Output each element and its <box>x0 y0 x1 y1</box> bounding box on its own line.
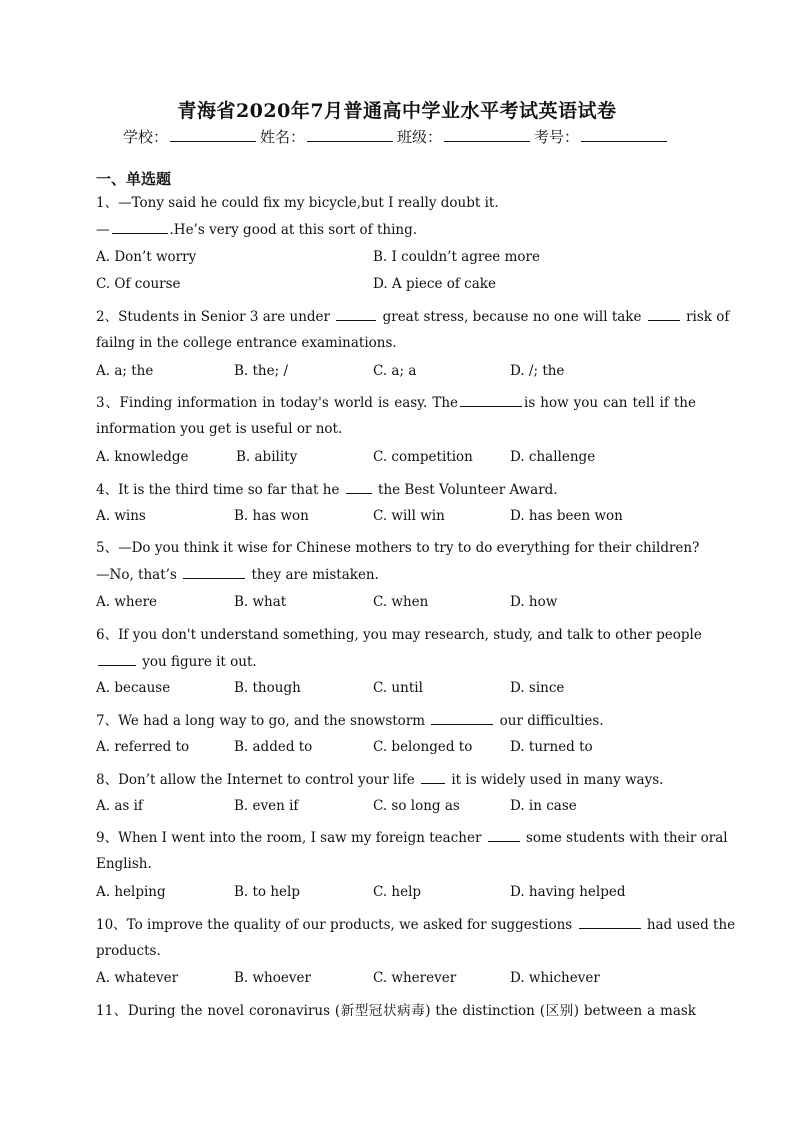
option-c[interactable]: C. until <box>373 680 423 696</box>
q5-part2: they are mistaken. <box>251 567 379 583</box>
answer-blank <box>579 916 641 929</box>
question-9-stem <box>96 826 728 846</box>
q6-part2: you figure it out. <box>142 654 257 670</box>
answer-blank <box>460 394 522 407</box>
option-c[interactable]: C. when <box>373 594 429 610</box>
answer-blank <box>431 712 493 725</box>
class-blank[interactable] <box>444 127 530 142</box>
option-a[interactable]: A. wins <box>96 508 146 524</box>
option-b[interactable]: B. whoever <box>234 970 311 986</box>
page-title: 青海省2020年7月普通高中学业水平考试英语试卷 <box>177 100 617 122</box>
option-c[interactable]: C. Of course <box>96 276 181 292</box>
number-label: 考号： <box>534 128 580 146</box>
q9-part1: 9、When I went into the room, I saw my foreign teacher <box>96 830 482 846</box>
answer-blank <box>346 481 372 494</box>
option-d[interactable]: D. turned to <box>510 739 593 755</box>
question-3-stem-cont: information you get is useful or not. <box>96 421 343 437</box>
option-b[interactable]: B. though <box>234 680 301 696</box>
option-a[interactable]: A. because <box>96 680 171 696</box>
q10-part2: had used the <box>646 917 736 933</box>
school-blank[interactable] <box>170 127 256 142</box>
dash: — <box>96 222 110 238</box>
option-a[interactable]: A. knowledge <box>96 449 189 465</box>
answer-blank <box>488 829 520 842</box>
option-a[interactable]: A. Don’t worry <box>96 249 197 265</box>
number-blank[interactable] <box>581 127 667 142</box>
question-11-stem: 11、During the novel coronavirus (新型冠状病毒) the distinction (区别) between a mask <box>96 1003 696 1019</box>
q2-part3: risk of <box>686 309 730 325</box>
q7-part2: our difficulties. <box>499 713 604 729</box>
question-1-stem: 1、—Tony said he could fix my bicycle,but I really doubt it. <box>96 195 499 211</box>
question-9-stem-cont: English. <box>96 856 152 872</box>
option-d[interactable]: D. /; the <box>510 363 565 379</box>
option-d[interactable]: D. challenge <box>510 449 596 465</box>
q2-part1: 2、Students in Senior 3 are under <box>96 309 330 325</box>
option-b[interactable]: B. I couldn’t agree more <box>373 249 540 265</box>
question-7-stem <box>96 709 696 729</box>
answer-blank <box>98 653 136 666</box>
option-a[interactable]: A. as if <box>96 798 143 814</box>
q4-part1: 4、It is the third time so far that he <box>96 482 340 498</box>
question-5-stem: 5、—Do you think it wise for Chinese mothers to try to do everything for their children? <box>96 540 700 556</box>
option-c[interactable]: C. belonged to <box>373 739 473 755</box>
q2-part2: great stress, because no one will take <box>382 309 642 325</box>
option-d[interactable]: D. how <box>510 594 558 610</box>
option-d[interactable]: D. whichever <box>510 970 600 986</box>
question-5-reply <box>96 566 696 583</box>
q8-part2: it is widely used in many ways. <box>451 772 664 788</box>
option-d[interactable]: D. in case <box>510 798 577 814</box>
question-6-stem: 6、If you don't understand something, you may research, study, and talk to other people <box>96 627 702 643</box>
question-1-reply-text: .He’s very good at this sort of thing. <box>169 222 418 238</box>
name-blank[interactable] <box>307 127 393 142</box>
q5-part1: —No, that’s <box>96 567 177 583</box>
option-b[interactable]: B. to help <box>234 884 300 900</box>
student-info-row <box>0 126 794 147</box>
option-c[interactable]: C. wherever <box>373 970 457 986</box>
question-10-stem-cont: products. <box>96 943 161 959</box>
question-3-stem <box>96 391 696 411</box>
option-d[interactable]: D. having helped <box>510 884 626 900</box>
question-2-stem <box>96 305 730 325</box>
question-2-stem-cont: failng in the college entrance examinations. <box>96 335 397 351</box>
question-1-reply <box>96 221 696 238</box>
option-a[interactable]: A. helping <box>96 884 166 900</box>
answer-blank <box>183 566 245 579</box>
option-b[interactable]: B. what <box>234 594 287 610</box>
answer-blank <box>336 308 376 321</box>
option-d[interactable]: D. since <box>510 680 565 696</box>
option-c[interactable]: C. a; a <box>373 363 417 379</box>
answer-blank <box>112 221 168 234</box>
option-d[interactable]: D. A piece of cake <box>373 276 496 292</box>
option-a[interactable]: A. where <box>96 594 158 610</box>
answer-blank <box>421 771 445 784</box>
school-label: 学校： <box>122 128 168 146</box>
question-6-stem-cont <box>96 653 696 670</box>
q3-part2: is how you can tell if the <box>524 395 696 411</box>
q3-part1: 3、Finding information in today's world is easy. The <box>96 395 459 411</box>
option-c[interactable]: C. so long as <box>373 798 460 814</box>
option-b[interactable]: B. the; / <box>234 363 288 379</box>
question-10-stem <box>96 913 736 933</box>
name-label: 姓名： <box>259 128 305 146</box>
q4-part2: the Best Volunteer Award. <box>378 482 558 498</box>
option-a[interactable]: A. a; the <box>96 363 154 379</box>
option-c[interactable]: C. will win <box>373 508 445 524</box>
option-d[interactable]: D. has been won <box>510 508 623 524</box>
answer-blank <box>648 308 680 321</box>
question-8-stem <box>96 768 696 788</box>
option-b[interactable]: B. has won <box>234 508 309 524</box>
q10-part1: 10、To improve the quality of our products, we asked for suggestions <box>96 917 573 933</box>
option-b[interactable]: B. ability <box>236 449 298 465</box>
option-a[interactable]: A. referred to <box>96 739 190 755</box>
option-c[interactable]: C. competition <box>373 449 473 465</box>
option-b[interactable]: B. added to <box>234 739 313 755</box>
class-label: 班级： <box>397 128 443 146</box>
option-a[interactable]: A. whatever <box>96 970 179 986</box>
q7-part1: 7、We had a long way to go, and the snowstorm <box>96 713 426 729</box>
option-b[interactable]: B. even if <box>234 798 299 814</box>
question-4-stem <box>96 478 696 498</box>
option-c[interactable]: C. help <box>373 884 422 900</box>
q8-part1: 8、Don’t allow the Internet to control your life <box>96 772 415 788</box>
q9-part2: some students with their oral <box>526 830 728 846</box>
section-heading: 一、单选题 <box>96 170 172 188</box>
